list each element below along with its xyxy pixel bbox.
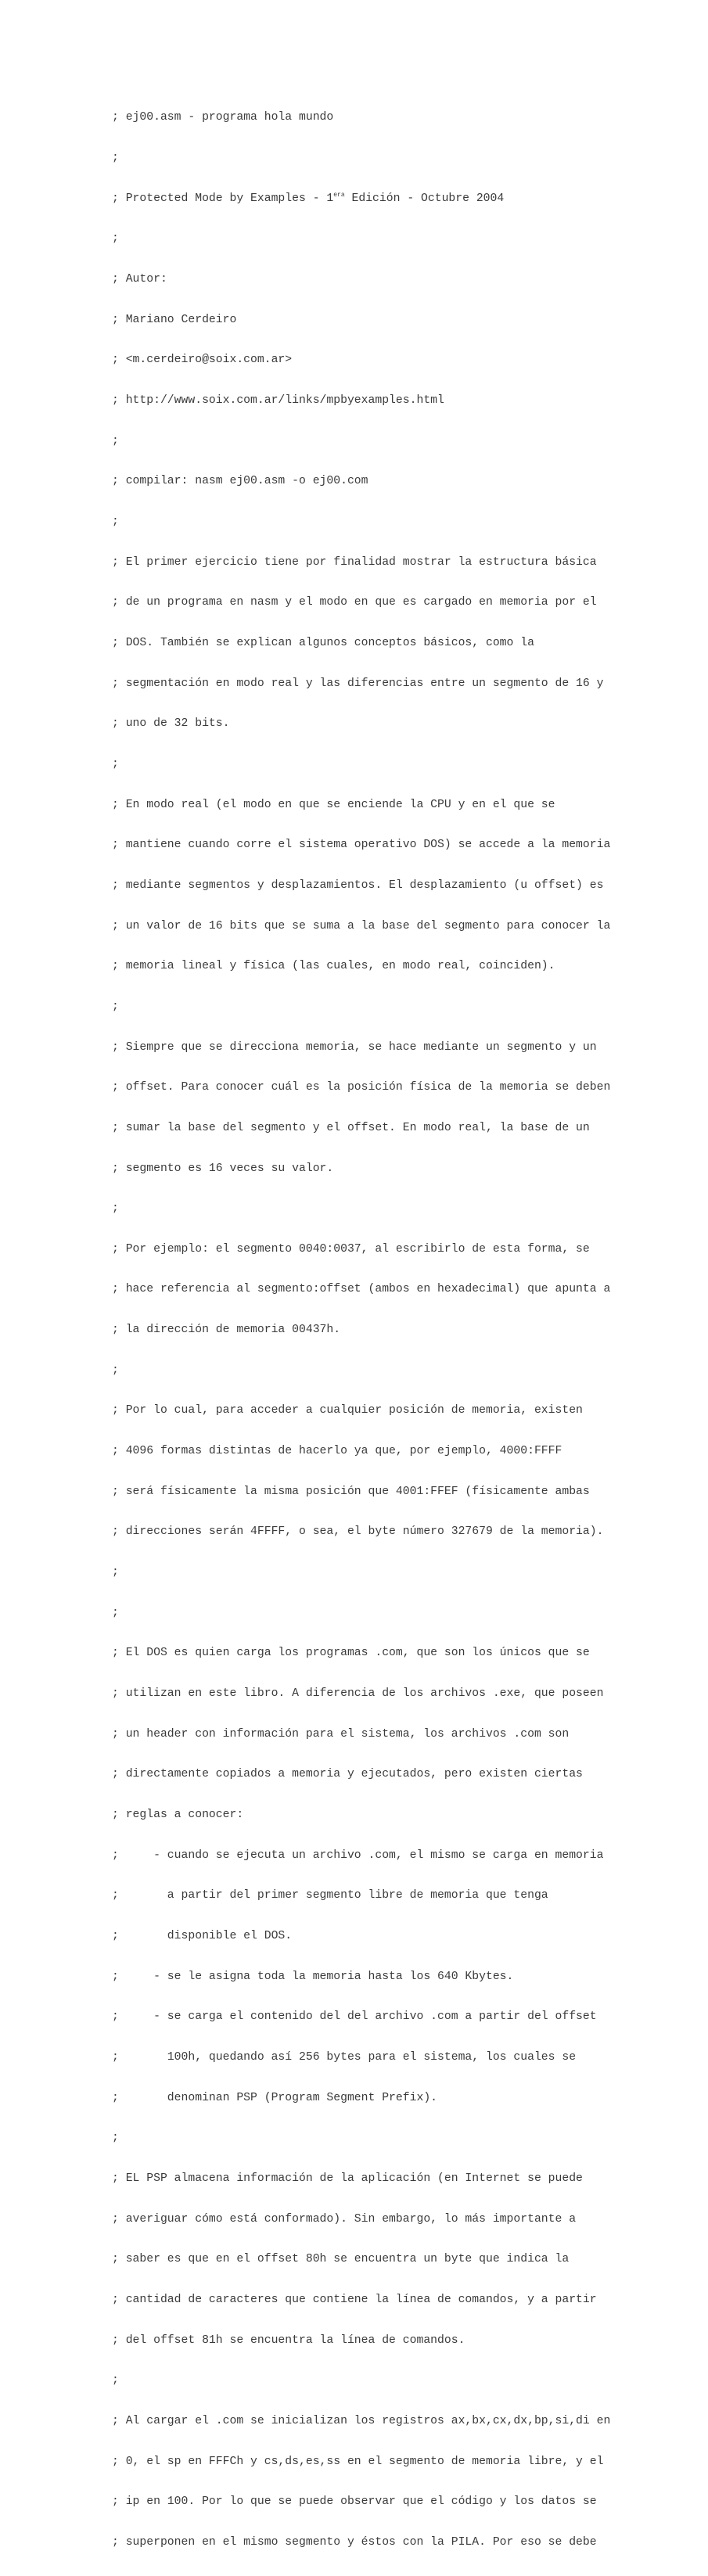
code-line: ; EL PSP almacena información de la aplicación (en Internet se puede xyxy=(112,2172,583,2185)
code-line: ; xyxy=(112,232,119,246)
code-line: ; direcciones serán 4FFFF, o sea, el byte número 327679 de la memoria). xyxy=(112,1525,604,1539)
rule-item-line: ; - cuando se ejecuta un archivo .com, el mismo se carga en memoria xyxy=(112,1848,604,1862)
code-line: ; Por lo cual, para acceder a cualquier posición de memoria, existen xyxy=(112,1404,583,1417)
code-line: ; será físicamente la misma posición que 4001:FFEF (físicamente ambas xyxy=(112,1485,590,1498)
source-code-comment-block xyxy=(112,84,610,2576)
title-suffix: Edición - Octubre 2004 xyxy=(344,192,505,205)
author-name-line: ; Mariano Cerdeiro xyxy=(112,313,237,326)
code-line: ; utilizan en este libro. A diferencia de los archivos .exe, que poseen xyxy=(112,1687,604,1701)
code-line: ; xyxy=(112,2132,119,2145)
author-email-line: ; <m.cerdeiro@soix.com.ar> xyxy=(112,354,293,367)
code-line: ; El DOS es quien carga los programas .com, que son los únicos que se xyxy=(112,1647,590,1660)
code-line: ; sumar la base del segmento y el offset. En modo real, la base de un xyxy=(112,1121,590,1134)
code-line: ; de un programa en nasm y el modo en que es cargado en memoria por el xyxy=(112,596,597,609)
code-line: ; offset. Para conocer cuál es la posición física de la memoria se deben xyxy=(112,1081,611,1094)
code-line: ; xyxy=(112,516,119,528)
code-line: ; averiguar cómo está conformado). Sin embargo, lo más importante a xyxy=(112,2212,577,2226)
code-line: ; ip en 100. Por lo que se puede observar que el código y los datos se xyxy=(112,2495,597,2509)
code-line: ; mantiene cuando corre el sistema operativo DOS) se accede a la memoria xyxy=(112,839,611,852)
code-line: ; hace referencia al segmento:offset (ambos en hexadecimal) que apunta a xyxy=(112,1283,611,1296)
code-line: ; un header con información para el sistema, los archivos .com son xyxy=(112,1727,570,1741)
title-superscript: era xyxy=(333,191,345,199)
code-line: ; un valor de 16 bits que se suma a la base del segmento para conocer la xyxy=(112,919,611,932)
url-line: ; http://www.soix.com.ar/links/mpbyexamples.html xyxy=(112,394,444,408)
rule-item-line: ; denominan PSP (Program Segment Prefix). xyxy=(112,2091,438,2104)
code-line: ; xyxy=(112,1202,119,1216)
rule-item-line: ; - se carga el contenido del del archivo .com a partir del offset xyxy=(112,2010,597,2024)
code-line: ; xyxy=(112,152,119,165)
code-line: ; la dirección de memoria 00437h. xyxy=(112,1324,341,1337)
code-line: ; Al cargar el .com se inicializan los registros ax,bx,cx,dx,bp,si,di en xyxy=(112,2414,611,2427)
rule-item-line: ; - se le asigna toda la memoria hasta los 640 Kbytes. xyxy=(112,1970,514,1983)
rule-item-line: ; 100h, quedando así 256 bytes para el sistema, los cuales se xyxy=(112,2050,577,2064)
code-line: ; reglas a conocer: xyxy=(112,1809,244,1821)
code-line: ; saber es que en el offset 80h se encuentra un byte que indica la xyxy=(112,2253,570,2266)
code-line: ; xyxy=(112,2374,119,2387)
code-line: ; En modo real (el modo en que se enciende la CPU y en el que se xyxy=(112,798,555,811)
code-line: ; uno de 32 bits. xyxy=(112,717,230,731)
code-line: ; xyxy=(112,434,119,447)
code-line: ; El primer ejercicio tiene por finalidad mostrar la estructura básica xyxy=(112,555,597,569)
rule-item-line: ; disponible el DOS. xyxy=(112,1929,293,1942)
code-line: ; mediante segmentos y desplazamientos. El desplazamiento (u offset) es xyxy=(112,878,604,892)
code-line: ; del offset 81h se encuentra la línea de comandos. xyxy=(112,2333,465,2347)
rule-item-line: ; a partir del primer segmento libre de memoria que tenga xyxy=(112,1889,548,1902)
code-line: ; xyxy=(112,757,119,771)
title-line xyxy=(112,192,610,206)
code-line: ; segmento es 16 veces su valor. xyxy=(112,1162,334,1175)
code-line: ; DOS. También se explican algunos conceptos básicos, como la xyxy=(112,636,534,649)
code-line: ; Por ejemplo: el segmento 0040:0037, al escribirlo de esta forma, se xyxy=(112,1242,590,1256)
code-line: ; ej00.asm - programa hola mundo xyxy=(112,111,334,124)
code-line: ; xyxy=(112,1566,119,1579)
code-line: ; xyxy=(112,1606,119,1619)
code-line: ; Siempre que se direcciona memoria, se hace mediante un segmento y un xyxy=(112,1040,597,1054)
code-line: ; xyxy=(112,1000,119,1013)
code-line: ; directamente copiados a memoria y ejecutados, pero existen ciertas xyxy=(112,1768,583,1781)
code-line: ; superponen en el mismo segmento y éstos con la PILA. Por eso se debe xyxy=(112,2535,597,2549)
code-line: ; segmentación en modo real y las diferencias entre un segmento de 16 y xyxy=(112,677,604,690)
compile-command-line: ; compilar: nasm ej00.asm -o ej00.com xyxy=(112,475,368,488)
code-line: ; 4096 formas distintas de hacerlo ya que, por ejemplo, 4000:FFFF xyxy=(112,1445,562,1458)
code-line: ; 0, el sp en FFFCh y cs,ds,es,ss en el segmento de memoria libre, y el xyxy=(112,2455,604,2468)
code-line: ; cantidad de caracteres que contiene la línea de comandos, y a partir xyxy=(112,2293,597,2306)
title-prefix: ; Protected Mode by Examples - 1 xyxy=(112,192,334,205)
code-line: ; memoria lineal y física (las cuales, en modo real, coinciden). xyxy=(112,960,555,973)
code-line: ; xyxy=(112,1363,119,1377)
code-line: ; Autor: xyxy=(112,273,167,286)
